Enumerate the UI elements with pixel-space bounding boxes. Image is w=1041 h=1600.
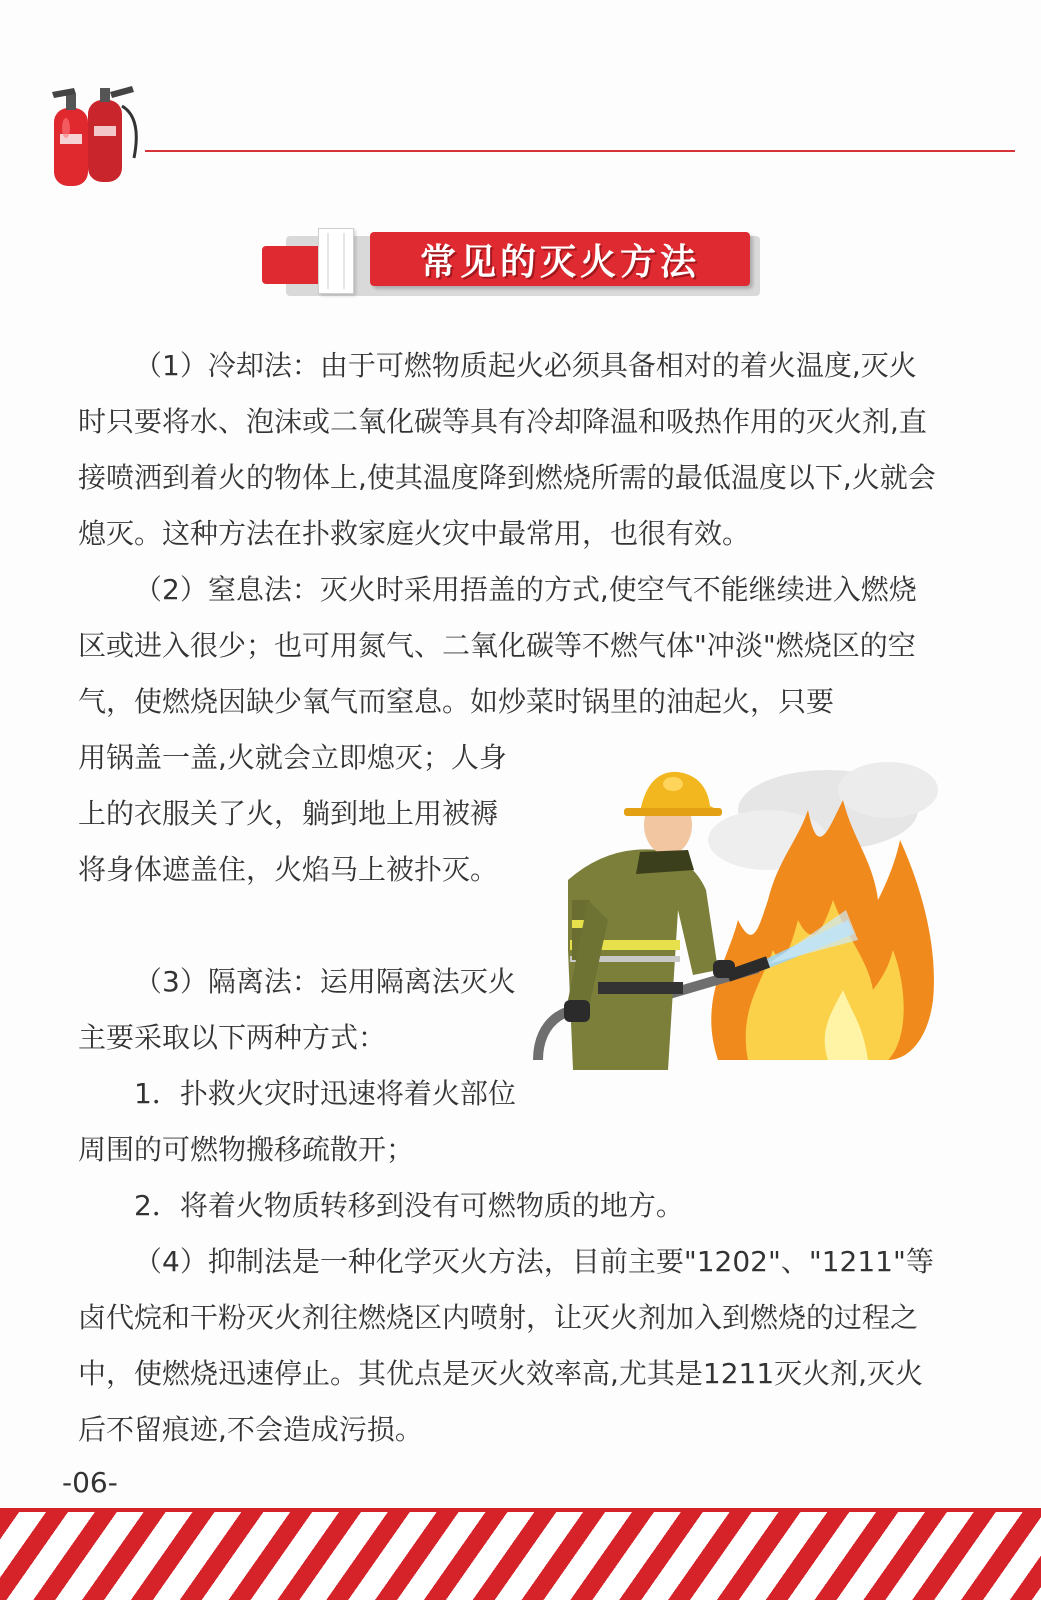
page-title: 常见的灭火方法: [419, 241, 700, 283]
title-card-decoration: [318, 228, 354, 294]
paragraph-smothering: （2）窒息法：灭火时采用捂盖的方式,使空气不能继续进入燃烧区或进入很少；也可用氮气、二氧化碳等不燃气体"冲淡"燃烧区的空气，使燃烧因缺少氧气而窒息。如炒菜时锅里的油起火，只要: [78, 573, 917, 718]
page-number: -06-: [62, 1466, 118, 1499]
title-banner: [262, 228, 762, 298]
paragraph-cooling: （1）冷却法：由于可燃物质起火必须具备相对的着火温度,灭火时只要将水、泡沫或二氧化碳等具有冷却降温和吸热作用的灭火剂,直接喷洒到着火的物体上,使其温度降到燃烧所需的最低温度以下,火就会熄灭。这种方法在扑救家庭火灾中最常用，也很有效。: [78, 349, 936, 550]
paragraph-smothering-continued: 用锅盖一盖,火就会立即熄灭；人身上的衣服关了火，躺到地上用被褥将身体遮盖住，火焰马上被扑灭。: [78, 741, 507, 886]
title-plate: [370, 232, 750, 286]
footer-stripe-band: [0, 1508, 1041, 1600]
header-divider: [145, 150, 1015, 152]
fire-extinguisher-icon: [48, 78, 144, 188]
paragraph-isolation: （3）隔离法：运用隔离法灭火主要采取以下两种方式：: [78, 965, 516, 1054]
isolation-item-1: 1．扑救火灾时迅速将着火部位周围的可燃物搬移疏散开；: [78, 1077, 516, 1166]
isolation-item-2: 2．将着火物质转移到没有可燃物质的地方。: [134, 1189, 684, 1222]
firefighter-spraying-fire-icon: [528, 750, 948, 1070]
title-stub: [262, 246, 324, 284]
paragraph-inhibition: （4）抑制法是一种化学灭火方法，目前主要"1202"、"1211"等卤代烷和干粉灭火剂往燃烧区内喷射，让灭火剂加入到燃烧的过程之中，使燃烧迅速停止。其优点是灭火效率高,尤其是1211灭火剂,灭火后不留痕迹,不会造成污损。: [78, 1245, 934, 1446]
